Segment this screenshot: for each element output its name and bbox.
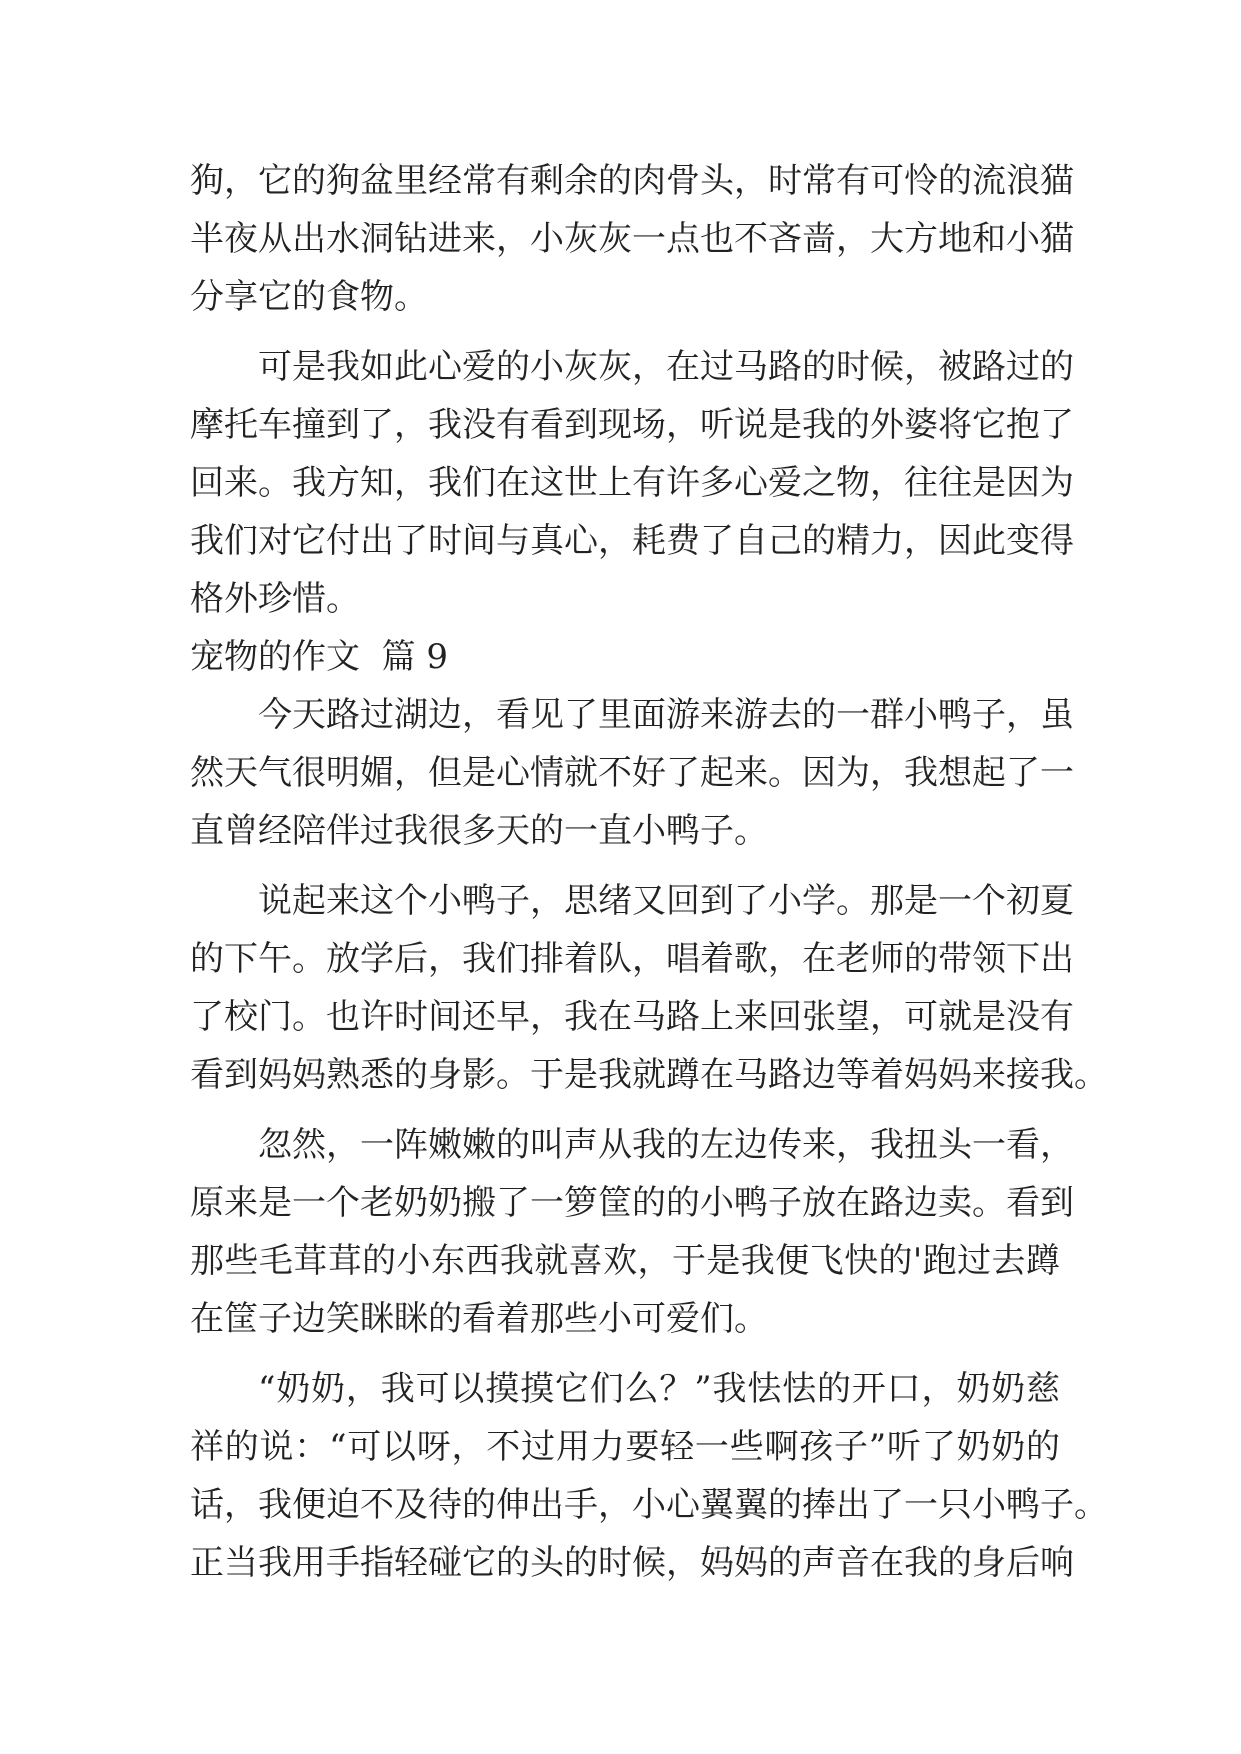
text-line: 正当我用手指轻碰它的头的时候，妈妈的声音在我的身后响 bbox=[190, 1543, 1074, 1583]
text-line: 摩托车撞到了，我没有看到现场，听说是我的外婆将它抱了 bbox=[190, 405, 1074, 445]
text-line: 狗，它的狗盆里经常有剩余的肉骨头，时常有可怜的流浪猫 bbox=[190, 161, 1074, 201]
text-line: 直曾经陪伴过我很多天的一直小鸭子。 bbox=[190, 811, 768, 851]
paragraph-gap bbox=[190, 1104, 1060, 1116]
text-line: 格外珍惜。 bbox=[190, 579, 360, 619]
paragraph-first-line: 忽然，一阵嫩嫩的叫声从我的左边传来，我扭头一看， bbox=[258, 1125, 1074, 1165]
paragraph-gap bbox=[190, 860, 1060, 872]
text-line: 话，我便迫不及待的伸出手，小心翼翼的捧出了一只小鸭子。 bbox=[190, 1485, 1108, 1525]
paragraph-first-line: “奶奶，我可以摸摸它们么？”我怯怯的开口，奶奶慈 bbox=[258, 1369, 1060, 1409]
text-line: 了校门。也许时间还早，我在马路上来回张望，可就是没有 bbox=[190, 997, 1074, 1037]
paragraph-first-line: 可是我如此心爱的小灰灰，在过马路的时候，被路过的 bbox=[258, 347, 1074, 387]
text-line: 回来。我方知，我们在这世上有许多心爱之物，往往是因为 bbox=[190, 463, 1074, 503]
paragraph-first-line: 说起来这个小鸭子，思绪又回到了小学。那是一个初夏 bbox=[258, 881, 1074, 921]
text-line: 原来是一个老奶奶搬了一箩筐的的小鸭子放在路边卖。看到 bbox=[190, 1183, 1074, 1223]
section-heading: 宠物的作文 篇 9 bbox=[190, 637, 449, 677]
paragraph-gap bbox=[190, 326, 1060, 338]
text-line: 半夜从出水洞钻进来，小灰灰一点也不吝啬，大方地和小猫 bbox=[190, 219, 1074, 259]
text-line: 在筐子边笑眯眯的看着那些小可爱们。 bbox=[190, 1299, 768, 1339]
text-line: 分享它的食物。 bbox=[190, 277, 428, 317]
text-line: 祥的说：“可以呀，不过用力要轻一些啊孩子”听了奶奶的 bbox=[190, 1427, 1060, 1467]
article-body bbox=[190, 152, 1108, 1592]
text-line: 看到妈妈熟悉的身影。于是我就蹲在马路边等着妈妈来接我。 bbox=[190, 1055, 1108, 1095]
text-line: 那些毛茸茸的小东西我就喜欢，于是我便飞快的'跑过去蹲 bbox=[190, 1241, 1060, 1281]
text-line: 我们对它付出了时间与真心，耗费了自己的精力，因此变得 bbox=[190, 521, 1074, 561]
paragraph-gap bbox=[190, 1348, 1060, 1360]
paragraph-first-line: 今天路过湖边，看见了里面游来游去的一群小鸭子，虽 bbox=[258, 695, 1074, 735]
text-line: 然天气很明媚，但是心情就不好了起来。因为，我想起了一 bbox=[190, 753, 1074, 793]
text-line: 的下午。放学后，我们排着队，唱着歌，在老师的带领下出 bbox=[190, 939, 1074, 979]
